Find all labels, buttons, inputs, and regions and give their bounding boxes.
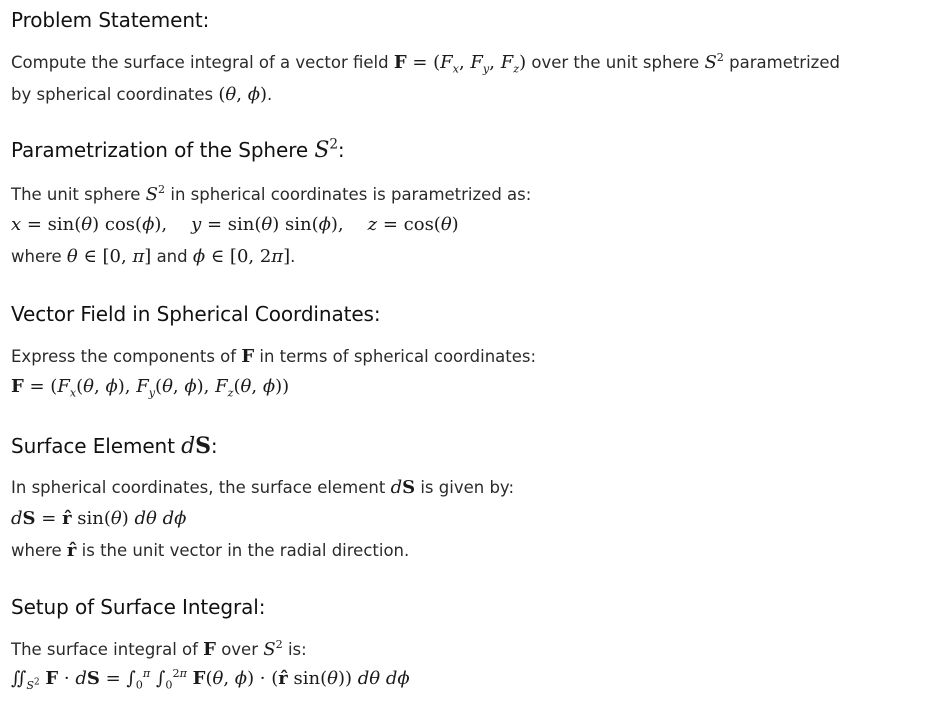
field-line-1-text-2: in terms of spherical coordinates: [254,347,537,366]
integral-F-math: F [203,639,216,660]
param-eq-x: x = sin(θ) cos(ϕ), [11,214,168,235]
problem-line-1-text-3: parametrized [723,53,840,72]
heading-surface-element-math: dS [181,433,211,459]
element-line-1-text-2: is given by: [415,478,515,497]
integral-sphere-math: $S^2$ [263,638,283,660]
problem-line-2-text: by spherical coordinates [11,85,219,104]
element-line-1 [11,477,514,498]
heading-surface-element-text: Surface Element [11,434,182,458]
param-line-3-text-3: . [290,247,296,266]
problem-line-1-text-2: over the unit sphere [526,53,705,72]
param-line-1-text: The unit sphere [11,185,146,204]
heading-parametrization [11,138,345,163]
problem-coords-math: (θ, ϕ) [218,84,268,105]
integral-line-1-text-3: is: [282,640,307,659]
heading-parametrization-text: Parametrization of the Sphere [11,138,315,162]
heading-vector-field [11,302,381,326]
element-rhat-math: r̂ [66,540,77,561]
heading-surface-integral-text: Setup of Surface Integral: [11,595,266,619]
param-theta-range: θ ∈ [0, π] [66,246,152,267]
integral-equation [11,667,410,692]
element-equation [11,508,186,529]
problem-field-math: $F = (F_x$, $F_y$, $F_z$) [393,52,527,76]
param-eq-y: y = sin(θ) sin(ϕ), [191,214,344,235]
param-phi-range: ϕ ∈ [0, 2π] [192,246,291,267]
param-line-1 [11,184,531,205]
heading-parametrization-math: $S^2$ [314,136,338,163]
integral-eq-math: $∬_{S^2}$ F · dS = $\int_0^\pi$ $\int_0^{2\pi}$ F(θ, ϕ) · (r̂ sin(θ)) dθ dϕ [11,667,410,692]
param-line-3 [11,246,295,267]
problem-sphere-math: $S^2$ [704,51,724,73]
param-line-1-text-2: in spherical coordinates is parametrized as: [165,185,532,204]
field-line-1 [11,346,536,367]
heading-vector-field-text: Vector Field in Spherical Coordinates: [11,302,381,326]
problem-line-2 [11,84,272,105]
heading-problem-statement [11,8,209,32]
field-F-math: F [241,346,255,367]
param-line-3-text-2: and [151,247,193,266]
heading-problem-statement-text: Problem Statement: [11,8,210,32]
param-eq-z: z = cos(θ) [367,214,459,235]
element-line-3 [11,540,409,561]
heading-surface-element [11,433,218,459]
param-equations [11,214,459,235]
param-sphere-math: $S^2$ [145,183,166,205]
element-line-1-text: In spherical coordinates, the surface element [11,478,391,497]
element-dS-math: dS [390,477,416,498]
element-line-3-text-2: is the unit vector in the radial direction. [76,541,410,560]
integral-line-1-text-2: over [215,640,264,659]
field-line-1-text: Express the components of [11,347,242,366]
integral-line-1-text: The surface integral of [11,640,204,659]
element-line-3-text: where [11,541,67,560]
heading-surface-integral [11,595,265,619]
problem-line-1 [11,51,840,76]
integral-line-1 [11,639,307,660]
element-eq-math: dS = r̂ sin(θ) dθ dϕ [11,508,187,529]
field-eq-math: $F = (F_x(\theta$, ϕ), $F_y(\theta$, ϕ), $F_z(\theta$, ϕ)) [11,376,290,400]
problem-line-1-text: Compute the surface integral of a vector field [11,53,394,72]
field-equation [11,376,290,400]
heading-surface-element-colon: : [210,434,218,458]
param-line-3-text: where [11,247,67,266]
heading-parametrization-colon: : [337,138,345,162]
problem-line-2-text-2: . [267,85,273,104]
